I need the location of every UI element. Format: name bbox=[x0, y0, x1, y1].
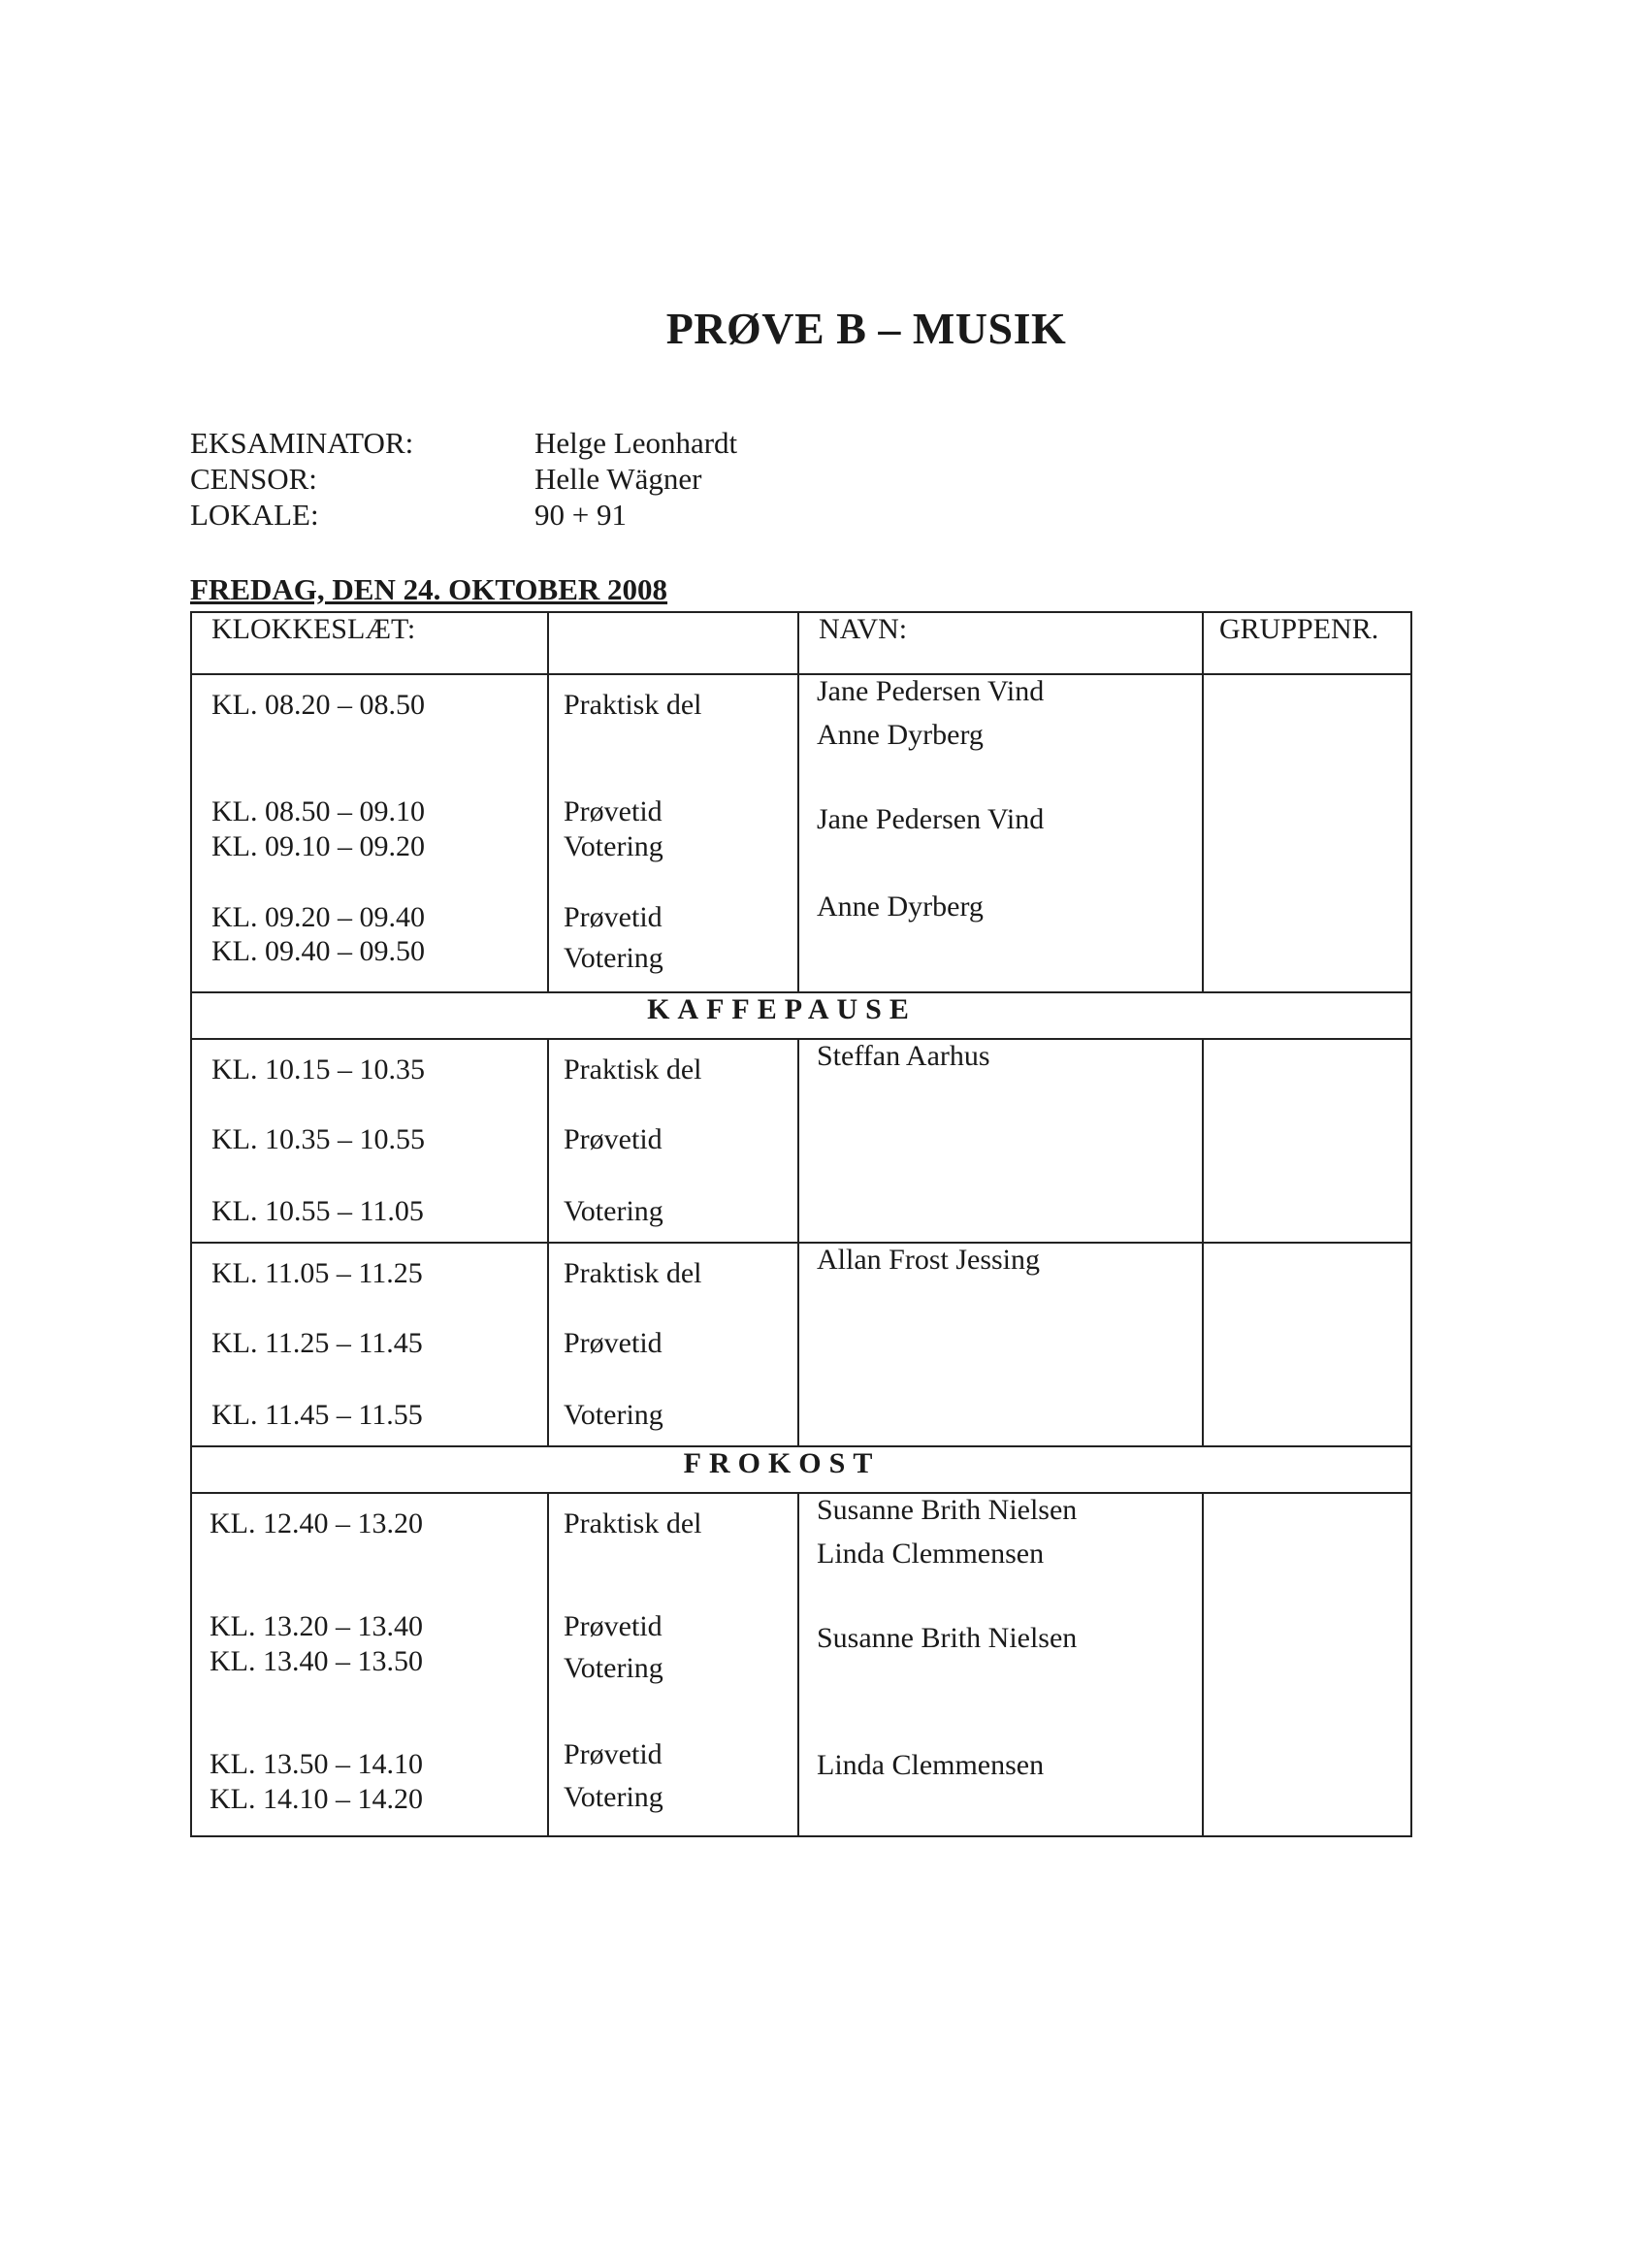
page-title: PRØVE B – MUSIK bbox=[665, 304, 1067, 353]
group-cell bbox=[1203, 1493, 1411, 1836]
room-label: LOKALE: bbox=[190, 498, 319, 532]
activity-cell bbox=[548, 1243, 798, 1446]
room-value: 90 + 91 bbox=[534, 498, 627, 532]
time-cell bbox=[191, 674, 548, 992]
examiner-value: Helge Leonhardt bbox=[534, 426, 738, 460]
header-group: GRUPPENR. bbox=[1203, 612, 1411, 674]
time-slot: KL. 10.55 – 11.05 bbox=[211, 1195, 424, 1227]
candidate-name: Susanne Brith Nielsen bbox=[817, 1622, 1078, 1654]
activity-cell bbox=[548, 674, 798, 992]
activity-label: Praktisk del bbox=[564, 1507, 702, 1539]
activity-label: Prøvetid bbox=[564, 1738, 663, 1770]
time-slot: KL. 08.50 – 09.10 bbox=[211, 795, 425, 827]
time-cell bbox=[191, 1039, 548, 1243]
activity-label: Prøvetid bbox=[564, 1327, 663, 1359]
candidate-name: Susanne Brith Nielsen bbox=[817, 1494, 1078, 1526]
group-cell bbox=[1203, 674, 1411, 992]
censor-label: CENSOR: bbox=[190, 462, 317, 496]
time-cell bbox=[191, 1243, 548, 1446]
activity-cell bbox=[548, 1039, 798, 1243]
activity-label: Praktisk del bbox=[564, 1257, 702, 1289]
time-slot: KL. 09.20 – 09.40 bbox=[211, 901, 425, 933]
activity-label: Votering bbox=[564, 1195, 663, 1227]
time-slot: KL. 10.35 – 10.55 bbox=[211, 1123, 425, 1155]
table-row bbox=[191, 674, 1411, 992]
name-cell bbox=[798, 674, 1203, 992]
candidate-name: Anne Dyrberg bbox=[817, 891, 984, 923]
activity-label: Praktisk del bbox=[564, 689, 702, 721]
header-name: NAVN: bbox=[798, 612, 1203, 674]
censor-row bbox=[190, 461, 737, 497]
table-row bbox=[191, 1493, 1411, 1836]
room-row bbox=[190, 497, 737, 533]
censor-value: Helle Wägner bbox=[534, 462, 702, 496]
time-cell bbox=[191, 1493, 548, 1836]
name-cell bbox=[798, 1243, 1203, 1446]
activity-label: Votering bbox=[564, 1399, 663, 1431]
name-cell bbox=[798, 1039, 1203, 1243]
break-row bbox=[191, 992, 1411, 1039]
candidate-name: Jane Pedersen Vind bbox=[817, 675, 1045, 707]
time-slot: KL. 13.50 – 14.10 bbox=[210, 1748, 423, 1780]
examiner-row bbox=[190, 425, 737, 461]
candidate-name: Linda Clemmensen bbox=[817, 1749, 1045, 1781]
candidate-name: Jane Pedersen Vind bbox=[817, 803, 1045, 835]
activity-label: Prøvetid bbox=[564, 795, 663, 827]
time-slot: KL. 14.10 – 14.20 bbox=[210, 1783, 423, 1815]
time-slot: KL. 10.15 – 10.35 bbox=[211, 1053, 425, 1085]
candidate-name: Steffan Aarhus bbox=[817, 1040, 990, 1072]
table-row bbox=[191, 1243, 1411, 1446]
time-slot: KL. 09.10 – 09.20 bbox=[211, 830, 425, 862]
activity-label: Votering bbox=[564, 1652, 663, 1684]
activity-label: Votering bbox=[564, 1781, 663, 1813]
activity-label: Praktisk del bbox=[564, 1053, 702, 1085]
activity-cell bbox=[548, 1493, 798, 1836]
group-cell bbox=[1203, 1243, 1411, 1446]
schedule-date: FREDAG, DEN 24. OKTOBER 2008 bbox=[190, 572, 668, 606]
exam-info bbox=[190, 425, 737, 533]
break-row bbox=[191, 1446, 1411, 1493]
time-slot: KL. 11.05 – 11.25 bbox=[211, 1257, 423, 1289]
activity-label: Prøvetid bbox=[564, 901, 663, 933]
time-slot: KL. 08.20 – 08.50 bbox=[211, 689, 425, 721]
examiner-label: EKSAMINATOR: bbox=[190, 426, 414, 460]
name-cell bbox=[798, 1493, 1203, 1836]
time-slot: KL. 11.25 – 11.45 bbox=[211, 1327, 423, 1359]
time-slot: KL. 13.40 – 13.50 bbox=[210, 1645, 423, 1677]
time-slot: KL. 09.40 – 09.50 bbox=[211, 935, 425, 967]
candidate-name: Linda Clemmensen bbox=[817, 1538, 1045, 1570]
time-slot: KL. 12.40 – 13.20 bbox=[210, 1507, 423, 1539]
table-header bbox=[191, 612, 1411, 674]
activity-label: Votering bbox=[564, 942, 663, 974]
header-time: KLOKKESLÆT: bbox=[191, 612, 548, 674]
candidate-name: Allan Frost Jessing bbox=[817, 1244, 1041, 1276]
header-activity bbox=[548, 612, 798, 674]
activity-label: Votering bbox=[564, 830, 663, 862]
group-cell bbox=[1203, 1039, 1411, 1243]
coffee-break: KAFFEPAUSE bbox=[191, 992, 1411, 1039]
activity-label: Prøvetid bbox=[564, 1123, 663, 1155]
lunch-break: FROKOST bbox=[191, 1446, 1411, 1493]
time-slot: KL. 11.45 – 11.55 bbox=[211, 1399, 423, 1431]
table-row bbox=[191, 1039, 1411, 1243]
schedule-table bbox=[190, 611, 1412, 1837]
candidate-name: Anne Dyrberg bbox=[817, 719, 984, 751]
time-slot: KL. 13.20 – 13.40 bbox=[210, 1610, 423, 1642]
activity-label: Prøvetid bbox=[564, 1610, 663, 1642]
